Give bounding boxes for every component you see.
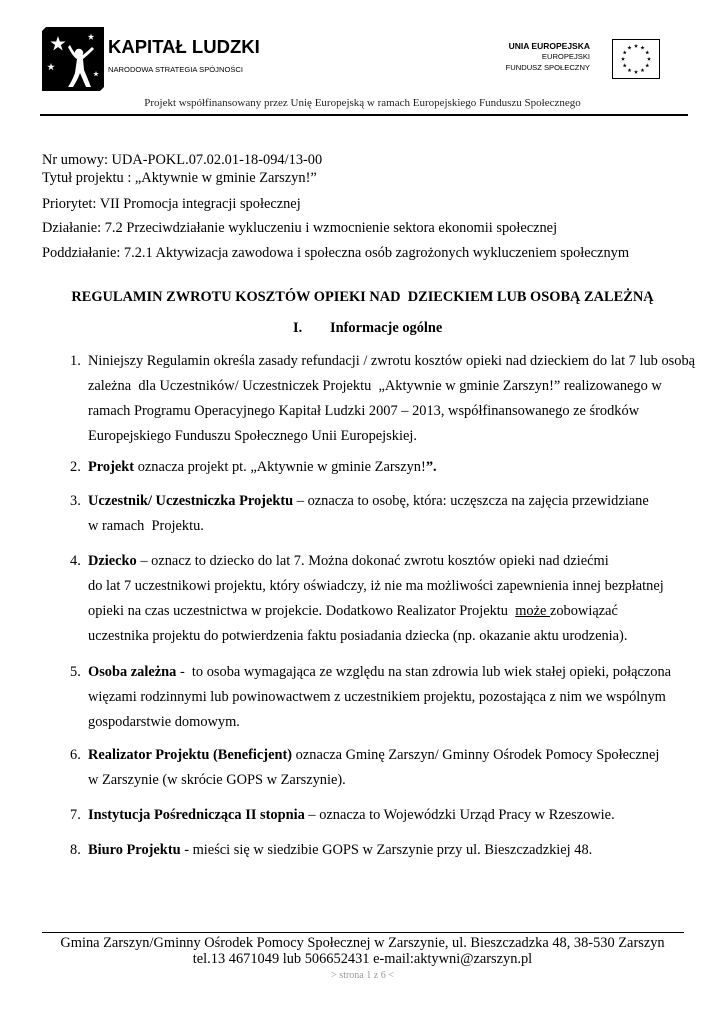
list-item — [0, 663, 725, 731]
item-number: 7. — [70, 807, 81, 823]
list-item — [0, 458, 725, 476]
item-text: – oznacza to osobę, która: uczęszcza na zajęcia przewidziane — [293, 493, 649, 509]
item-line: ramach Programu Operacyjnego Kapitał Ludzki 2007 – 2013, współfinansowanego ze środków — [88, 403, 640, 419]
kapital-ludzki-title: KAPITAŁ LUDZKI — [108, 36, 260, 57]
item-term: Dziecko — [88, 553, 137, 569]
item-text: oznacza projekt pt. „Aktywnie w gminie Zarszyn! — [134, 459, 426, 475]
item-number: 4. — [70, 553, 81, 569]
priority: Priorytet: VII Promocja integracji społecznej — [42, 196, 301, 212]
kapital-ludzki-subtitle: NARODOWA STRATEGIA SPÓJNOŚCI — [108, 65, 244, 74]
eu-label-union: UNIA EUROPEJSKA — [508, 41, 590, 51]
item-line: Niniejszy Regulamin określa zasady refundacji / zwrotu kosztów opieki nad dzieckiem do lat 7 lub osobą — [88, 353, 696, 369]
measure: Działanie: 7.2 Przeciwdziałanie wykluczeniu i wzmocnienie sektora ekonomii społecznej — [42, 220, 558, 236]
item-number: 3. — [70, 493, 81, 509]
item-text: – oznacz to dziecko do lat 7. Można dokonać zwrotu kosztów opieki nad dziećmi — [136, 553, 609, 569]
list-item — [0, 746, 725, 789]
submeasure: Poddziałanie: 7.2.1 Aktywizacja zawodowa i społeczna osób zagrożonych wykluczeniem społecznym — [42, 245, 630, 261]
item-line — [88, 602, 618, 620]
list-item — [0, 806, 725, 824]
page-indicator: > strona 1 z 6 < — [331, 970, 394, 981]
item-line: do lat 7 uczestnikowi projektu, który oświadczy, iż nie ma możliwości zapewnienia innej bezpłatnej — [88, 578, 664, 594]
item-number: 1. — [70, 353, 81, 369]
item-number: 5. — [70, 664, 81, 680]
item-text: oznacza Gminę Zarszyn/ Gminny Ośrodek Pomocy Społecznej — [292, 747, 660, 763]
list-item — [0, 492, 725, 535]
item-text: - mieści się w siedzibie GOPS w Zarszynie przy ul. Bieszczadzkiej 48. — [180, 842, 593, 858]
item-text: - to osoba wymagająca ze względu na stan zdrowia lub wiek stałej opieki, połączona — [176, 664, 672, 680]
kapital-ludzki-logo-icon — [42, 27, 104, 91]
item-text: zobowiązać — [549, 603, 618, 619]
section-number: I. — [293, 320, 303, 336]
project-title: Tytuł projektu : „Aktywnie w gminie Zarszyn!” — [42, 170, 317, 186]
item-bold-ending: ”. — [425, 459, 437, 475]
list-item — [0, 352, 725, 445]
item-line: więzami rodzinnymi lub powinowactwem z uczestnikiem projektu, pozostająca z nim we wspólnym — [88, 689, 666, 705]
item-number: 8. — [70, 842, 81, 858]
item-line: w ramach Projektu. — [88, 518, 204, 534]
item-number: 2. — [70, 459, 81, 475]
item-line: Europejskiego Funduszu Społecznego Unii Europejskiej. — [88, 428, 417, 444]
item-line — [88, 552, 609, 570]
item-line: w Zarszynie (w skrócie GOPS w Zarszynie). — [88, 772, 346, 788]
header-divider — [40, 114, 688, 116]
eu-flag-icon — [612, 39, 660, 79]
item-term: Osoba zależna — [88, 664, 177, 680]
item-term: Projekt — [88, 459, 135, 475]
item-term: Uczestnik/ Uczestniczka Projektu — [88, 493, 294, 509]
item-term: Biuro Projektu — [88, 842, 181, 858]
item-line — [88, 806, 615, 824]
item-line: uczestnika projektu do potwierdzenia faktu posiadania dziecka (np. okazanie aktu urodzenia). — [88, 628, 628, 644]
item-term: Instytucja Pośrednicząca II stopnia — [88, 807, 305, 823]
section-title: Informacje ogólne — [330, 320, 443, 336]
item-text: opieki na czas uczestnictwa w projekcie. Dodatkowo Realizator Projektu — [88, 603, 516, 619]
eu-label-social-fund: FUNDUSZ SPOŁECZNY — [505, 63, 590, 72]
item-text: – oznacza to Wojewódzki Urząd Pracy w Rzeszowie. — [304, 807, 615, 823]
list-item — [0, 552, 725, 645]
item-line — [88, 458, 437, 476]
item-line — [88, 663, 671, 681]
item-line — [88, 492, 649, 510]
footer-contact: tel.13 4671049 lub 506652431 e-mail:aktywni@zarszyn.pl — [192, 951, 533, 967]
item-line: gospodarstwie domowym. — [88, 714, 240, 730]
footer-address: Gmina Zarszyn/Gminny Ośrodek Pomocy Społecznej w Zarszynie, ul. Bieszczadzka 48, 38-530 Zarszyn — [60, 935, 665, 951]
item-line — [88, 841, 592, 859]
item-number: 6. — [70, 747, 81, 763]
list-item — [0, 841, 725, 859]
contract-number: Nr umowy: UDA-POKL.07.02.01-18-094/13-00 — [42, 152, 323, 168]
document-title: REGULAMIN ZWROTU KOSZTÓW OPIEKI NAD DZIECKIEM LUB OSOBĄ ZALEŻNĄ — [71, 289, 654, 305]
item-term: Realizator Projektu (Beneficjent) — [88, 747, 293, 763]
item-line: zależna dla Uczestników/ Uczestniczek Projektu „Aktywnie w gminie Zarszyn!” realizowanego w — [88, 378, 662, 394]
footer-divider — [42, 932, 684, 933]
eu-label-european: EUROPEJSKI — [541, 52, 590, 61]
item-line — [88, 746, 659, 764]
underlined-word: może — [515, 603, 550, 619]
cofinancing-note: Projekt współfinansowany przez Unię Europejską w ramach Europejskiego Funduszu Społecznego — [144, 97, 581, 109]
